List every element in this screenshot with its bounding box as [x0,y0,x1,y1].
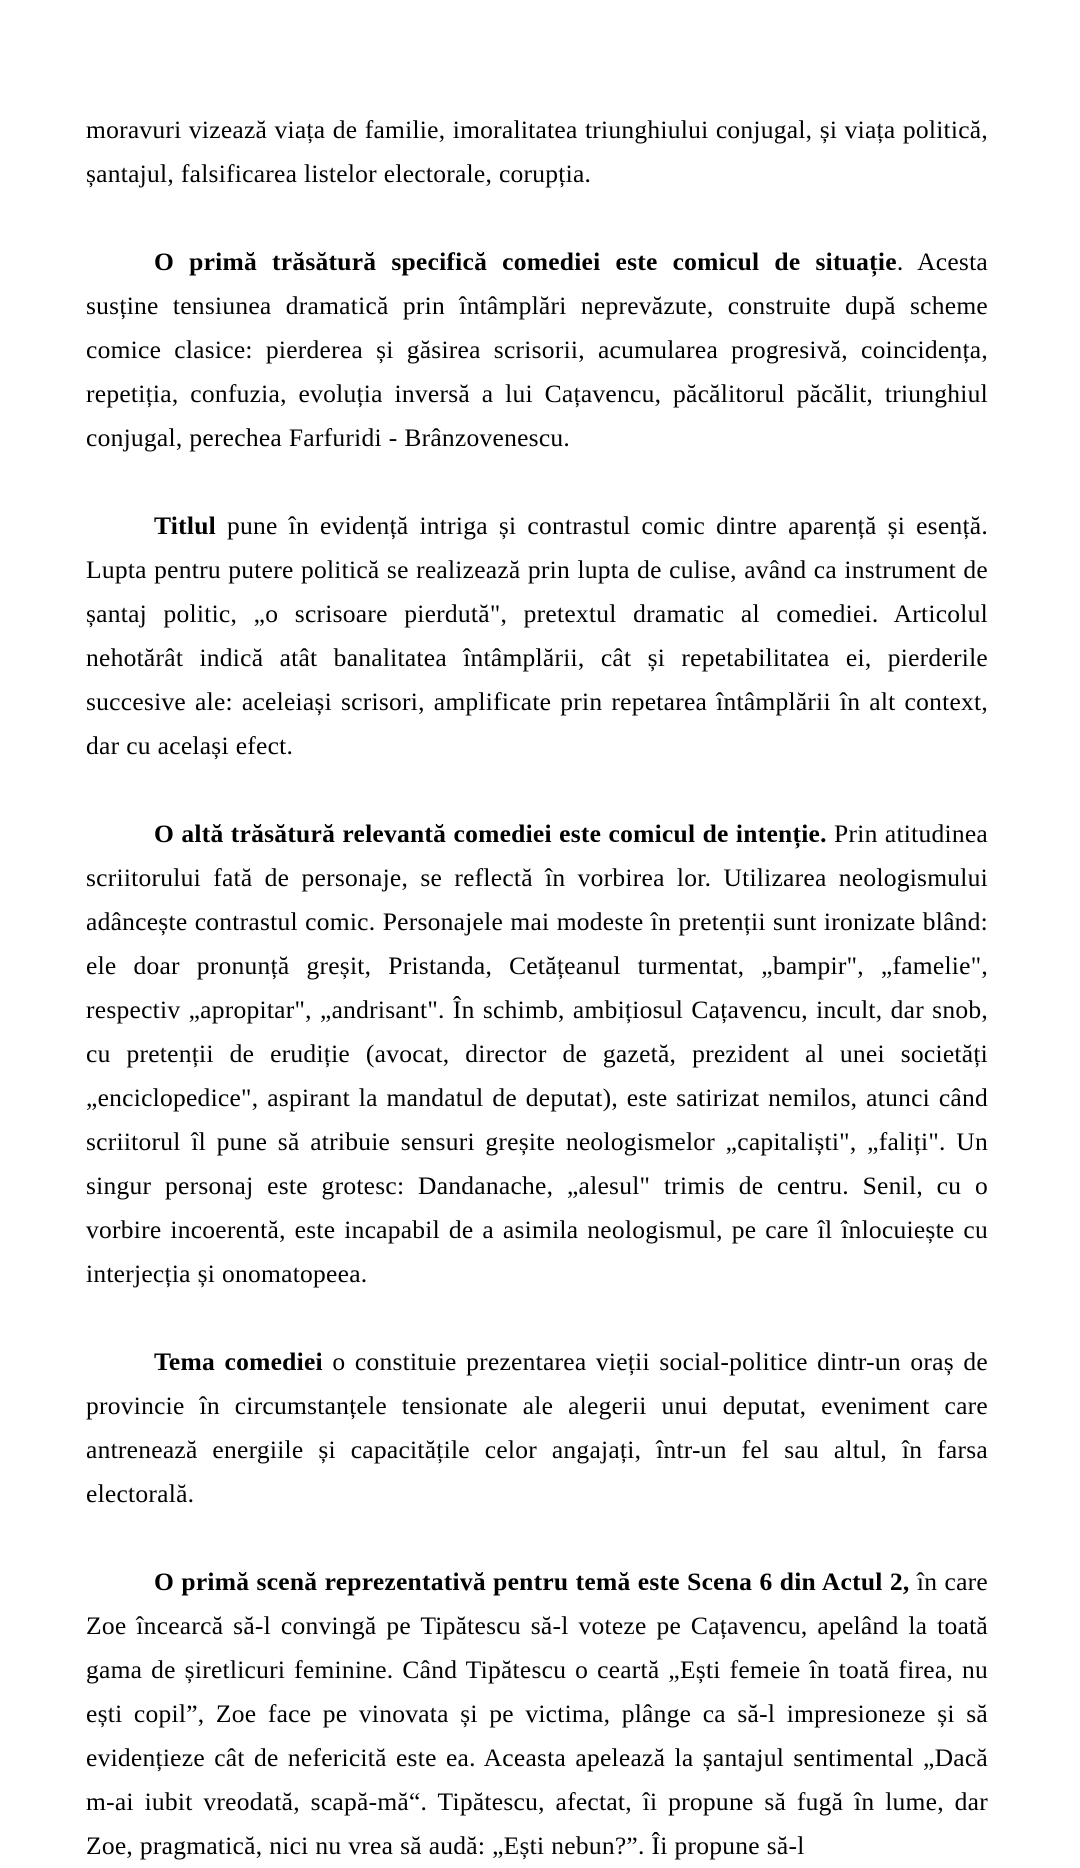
paragraph-titlul [86,504,988,768]
text-run: moravuri vizează viața de familie, imoralitatea triunghiului conjugal, și viața politică, șantajul, falsificarea listelor electorale, corupția. [86,115,988,188]
text-run: o constituie prezentarea vieții social-politice dintr-un oraș de provincie în circumstanțele tensionate ale alegerii unui deputat, eveniment care antrenează energiile și capacitățile celor angajați, într-un fel sau altul, în farsa electorală. [86,1347,988,1508]
paragraph-comicul-de-intentie [86,812,988,1296]
bold-lead-in-comicul-de-intentie: O altă trăsătură relevantă comediei este comicul de intenție. [154,819,827,848]
text-run: pune în evidență intriga și contrastul comic dintre aparență și esență. Lupta pentru putere politică se realizează prin lupta de culise, având ca instrument de șantaj politic, „o scrisoare pierdută", pretextul dramatic al comediei. Articolul nehotărât indică atât banalitatea întâmplării, cât și repetabilitatea ei, pierderile succesive ale: aceleiași scrisori, amplificate prin repetarea întâmplării în alt context, dar cu același efect. [86,511,988,760]
bold-lead-in-tema-comediei: Tema comediei [154,1347,323,1376]
text-run: în care Zoe încearcă să-l convingă pe Tipătescu să-l voteze pe Cațavencu, apelând la toată gama de șiretlicuri feminine. Când Tipătescu o ceartă „Ești femeie în toată firea, nu ești copil”, Zoe face pe vinovata și pe victima, plânge ca să-l impresioneze și să evidențieze cât de nefericită este ea. Aceasta apelează la șantajul sentimental „Dacă m-ai iubit vreodată, scapă-mă“. Tipătescu, afectat, îi propune să fugă în lume, dar Zoe, pragmatică, nici nu vrea să audă: „Ești nebun?”. Îi propune să-l [86,1567,988,1860]
text-run: . Acesta susține tensiunea dramatică prin întâmplări neprevăzute, construite după scheme comice clasice: pierderea și găsirea scrisorii, acumularea progresivă, coincidența, repetiția, confuzia, evoluția inversă a lui Cațavencu, păcălitorul păcălit, triunghiul conjugal, perechea Farfuridi - Brânzovenescu. [86,247,988,452]
text-run: Prin atitudinea scriitorului fată de personaje, se reflectă în vorbirea lor. Utilizarea neologismului adâncește contrastul comic. Personajele mai modeste în pretenții sunt ironizate blând: ele doar pronunță greșit, Pristanda, Cetățeanul turmentat, „bampir", „famelie", respectiv „apropitar", „andrisant". În schimb, ambițiosul Cațavencu, incult, dar snob, cu pretenții de erudiție (avocat, director de gazetă, prezident al unei societăți „enciclopedice", aspirant la mandatul de deputat), este satirizat nemilos, atunci când scriitorul îl pune să atribuie sensuri greșite neologismelor „capitaliști", „faliți". Un singur personaj este grotesc: Dandanache, „alesul" trimis de centru. Senil, cu o vorbire incoerentă, este incapabil de a asimila neologismul, pe care îl înlocuiește cu interjecția și onomatopeea. [86,819,988,1288]
paragraph-moravuri [86,108,988,196]
paragraph-scena-6-actul-2 [86,1560,988,1868]
bold-lead-in-titlul: Titlul [154,511,217,540]
paragraph-tema-comediei [86,1340,988,1516]
document-text-body [86,108,988,1868]
bold-lead-in-comicul-de-situatie: O primă trăsătură specifică comediei este comicul de situație [154,247,897,276]
bold-lead-in-scena-6-actul-2: O primă scenă reprezentativă pentru temă este Scena 6 din Actul 2, [154,1567,910,1596]
paragraph-comicul-de-situatie [86,240,988,460]
